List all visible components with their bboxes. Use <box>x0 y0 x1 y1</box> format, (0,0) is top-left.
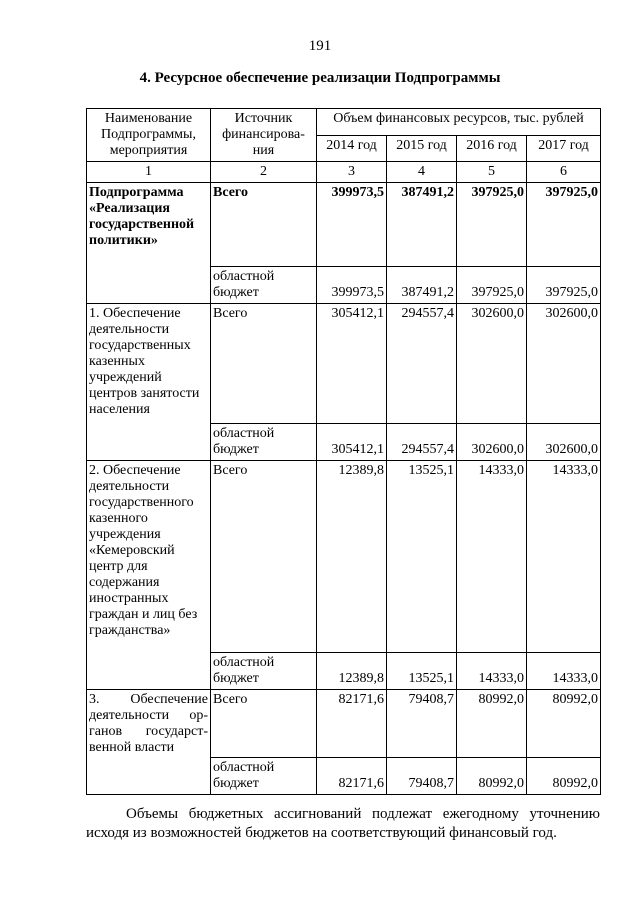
row-name: Подпрограмма «Реализация государственной политики» <box>87 183 211 304</box>
column-number: 2 <box>211 162 317 183</box>
value-cell: 14333,0 <box>527 461 601 653</box>
value-cell: 302600,0 <box>457 424 527 461</box>
table-row <box>87 690 601 758</box>
value-cell: 387491,2 <box>387 267 457 304</box>
value-cell: 82171,6 <box>317 690 387 758</box>
row-name: 1. Обеспечение деятельности государственных казенных учреждений центров занятости населения <box>87 304 211 461</box>
value-cell: 399973,5 <box>317 183 387 267</box>
value-cell: 387491,2 <box>387 183 457 267</box>
page-number: 191 <box>308 38 332 54</box>
value-cell: 14333,0 <box>457 653 527 690</box>
source-regional: областной бюджет <box>211 424 317 461</box>
row-name: 2. Обеспечение деятельности государственного казенного учреждения «Кемеровский центр для содержания иностранных граждан и лиц без гражданства» <box>87 461 211 690</box>
value-cell: 305412,1 <box>317 304 387 424</box>
header-year-2016: 2016 год <box>457 135 527 162</box>
source-regional: областной бюджет <box>211 758 317 795</box>
table-row <box>87 183 601 267</box>
source-total: Всего <box>211 690 317 758</box>
value-cell: 12389,8 <box>317 653 387 690</box>
value-cell: 397925,0 <box>457 267 527 304</box>
source-regional: областной бюджет <box>211 267 317 304</box>
value-cell: 397925,0 <box>457 183 527 267</box>
value-cell: 82171,6 <box>317 758 387 795</box>
header-year-2014: 2014 год <box>317 135 387 162</box>
value-cell: 14333,0 <box>527 653 601 690</box>
header-volume: Объем финансовых ресурсов, тыс. рублей <box>317 109 601 136</box>
column-number: 6 <box>527 162 601 183</box>
value-cell: 397925,0 <box>527 183 601 267</box>
value-cell: 302600,0 <box>527 304 601 424</box>
section-title: 4. Ресурсное обеспечение реализации Подпрограммы <box>139 70 501 86</box>
value-cell: 80992,0 <box>457 690 527 758</box>
column-number: 3 <box>317 162 387 183</box>
value-cell: 399973,5 <box>317 267 387 304</box>
header-source: Источник финансирова-ния <box>211 109 317 162</box>
value-cell: 80992,0 <box>527 758 601 795</box>
value-cell: 80992,0 <box>527 690 601 758</box>
header-name: Наименование Подпрограммы, мероприятия <box>87 109 211 162</box>
value-cell: 305412,1 <box>317 424 387 461</box>
value-cell: 294557,4 <box>387 304 457 424</box>
row-name: 3. Обеспечение деятельности ор-ганов государст-венной власти <box>87 690 211 795</box>
column-number: 1 <box>87 162 211 183</box>
value-cell: 13525,1 <box>387 461 457 653</box>
column-number: 4 <box>387 162 457 183</box>
header-year-2015: 2015 год <box>387 135 457 162</box>
source-total: Всего <box>211 304 317 424</box>
value-cell: 79408,7 <box>387 690 457 758</box>
value-cell: 79408,7 <box>387 758 457 795</box>
header-year-2017: 2017 год <box>527 135 601 162</box>
value-cell: 302600,0 <box>527 424 601 461</box>
footer-note: Объемы бюджетных ассигнований подлежат ежегодному уточнению исходя из возможностей бюджетов на соответствующий финансовый год. <box>86 806 600 841</box>
column-number: 5 <box>457 162 527 183</box>
value-cell: 294557,4 <box>387 424 457 461</box>
value-cell: 14333,0 <box>457 461 527 653</box>
source-regional: областной бюджет <box>211 653 317 690</box>
source-total: Всего <box>211 183 317 267</box>
header-row <box>87 109 601 136</box>
value-cell: 12389,8 <box>317 461 387 653</box>
value-cell: 13525,1 <box>387 653 457 690</box>
value-cell: 302600,0 <box>457 304 527 424</box>
table-row <box>87 461 601 653</box>
value-cell: 397925,0 <box>527 267 601 304</box>
table-row <box>87 304 601 424</box>
resource-table <box>86 108 601 795</box>
source-total: Всего <box>211 461 317 653</box>
value-cell: 80992,0 <box>457 758 527 795</box>
column-numbers-row <box>87 162 601 183</box>
